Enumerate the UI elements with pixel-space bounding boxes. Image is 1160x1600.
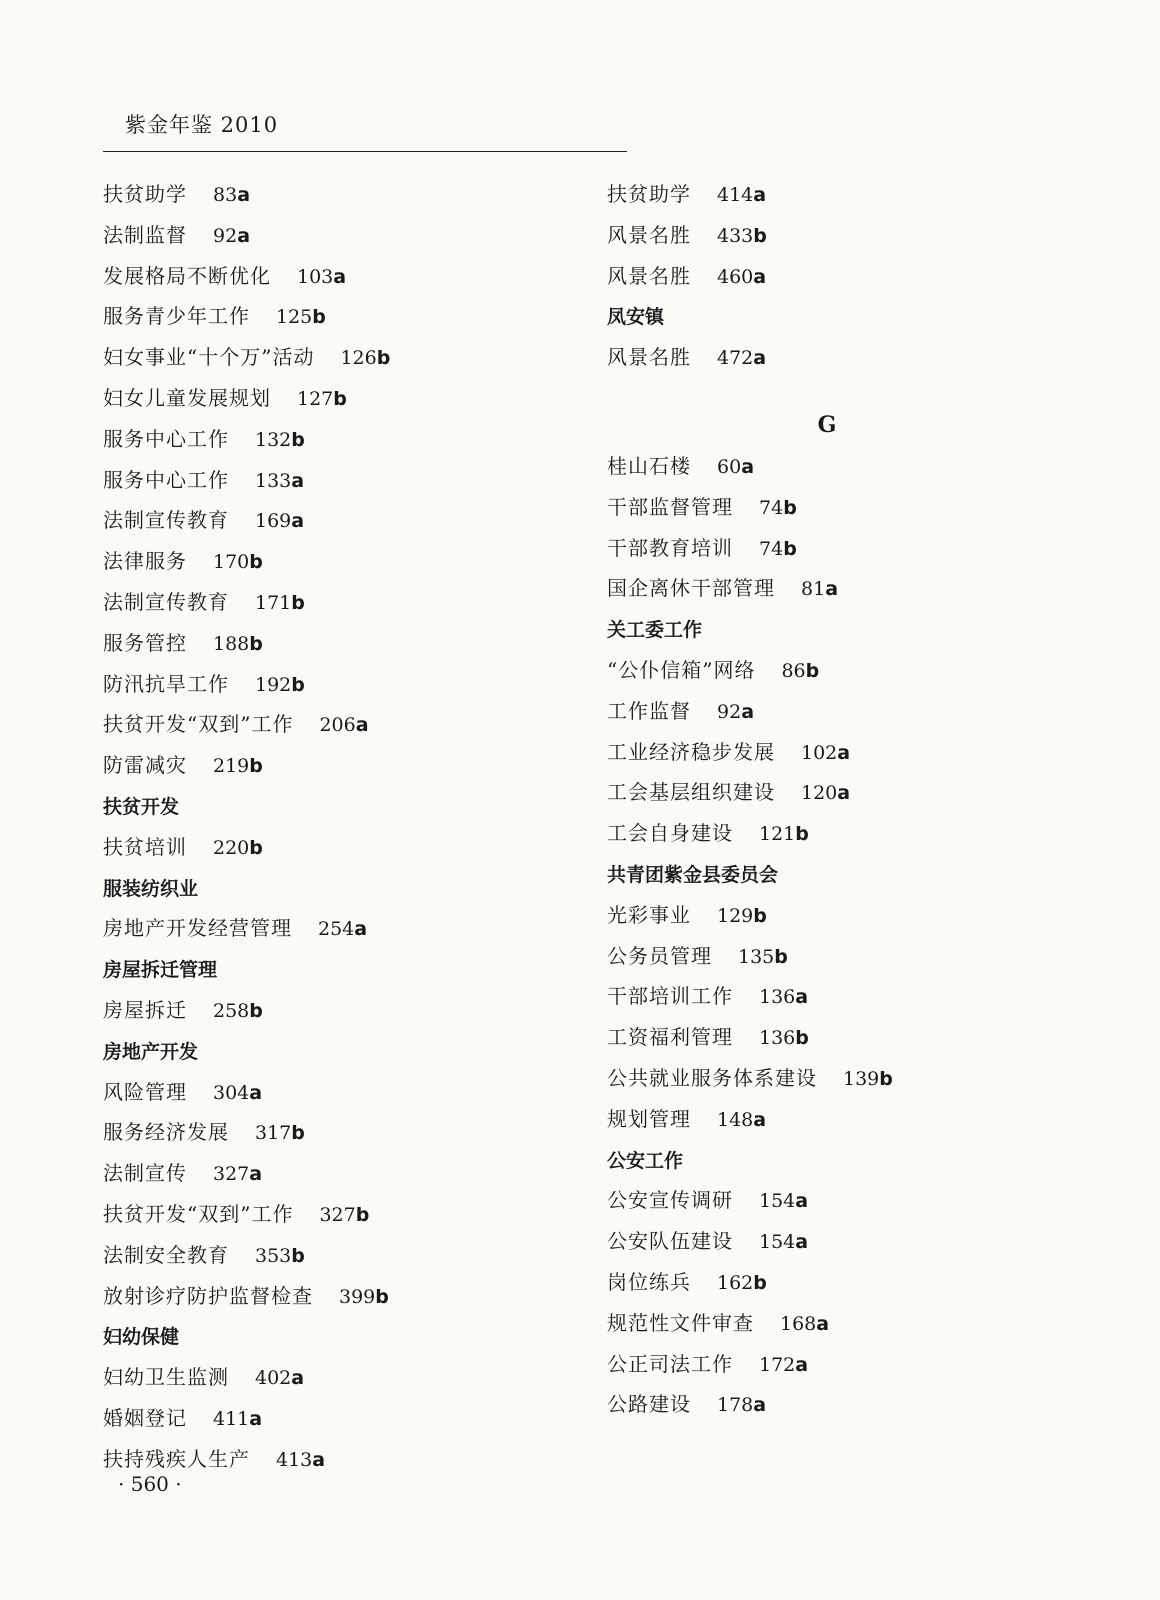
page-ref-number: 219 xyxy=(213,755,250,778)
entry-label: 防汛抗旱工作 xyxy=(103,671,229,696)
index-entry xyxy=(607,650,1077,691)
index-entry xyxy=(607,337,1077,378)
page-ref-column: b xyxy=(291,673,305,696)
index-entry xyxy=(607,446,1077,487)
page-ref-number: 81 xyxy=(801,578,826,601)
page-ref-number: 135 xyxy=(738,945,775,968)
page-ref-number: 433 xyxy=(717,224,754,247)
entry-label: 规划管理 xyxy=(607,1106,691,1131)
index-entry xyxy=(607,1017,1077,1058)
page-ref-column: b xyxy=(355,1203,370,1226)
page-ref-number: 460 xyxy=(717,265,754,288)
page-ref-number: 399 xyxy=(339,1285,376,1308)
index-entry xyxy=(607,1303,1077,1344)
index-heading xyxy=(607,1140,1077,1181)
index-entry xyxy=(103,623,573,664)
entry-label: 房地产开发经营管理 xyxy=(103,916,292,941)
page-reference xyxy=(717,1107,766,1131)
heading-label: 扶贫开发 xyxy=(103,795,180,818)
index-entry xyxy=(103,908,573,949)
page-ref-number: 127 xyxy=(297,387,334,410)
index-heading xyxy=(103,949,573,990)
page-ref-number: 129 xyxy=(717,904,754,927)
page-reference xyxy=(339,1284,389,1308)
heading-label: 房屋拆迁管理 xyxy=(103,959,218,982)
index-entry xyxy=(607,1180,1077,1221)
index-entry xyxy=(103,664,573,705)
index-entry xyxy=(607,568,1077,609)
index-heading xyxy=(607,854,1077,895)
entry-label: 妇女事业“十个万”活动 xyxy=(103,345,315,370)
index-entry xyxy=(607,487,1077,528)
entry-label: 岗位练兵 xyxy=(607,1269,691,1294)
index-entry xyxy=(103,460,573,501)
page-ref-number: 258 xyxy=(213,999,250,1022)
entry-label: 扶贫培训 xyxy=(103,834,187,859)
index-entry xyxy=(607,215,1077,256)
page-reference xyxy=(717,1392,766,1416)
entry-label: 房屋拆迁 xyxy=(103,997,187,1022)
index-heading xyxy=(103,1031,573,1072)
index-entry xyxy=(103,704,573,745)
page-reference xyxy=(213,549,263,573)
entry-label: 扶贫助学 xyxy=(103,182,187,206)
page-reference xyxy=(717,345,766,369)
index-entry xyxy=(607,1099,1077,1140)
index-entry xyxy=(103,378,573,419)
page-reference xyxy=(297,264,346,288)
page-reference xyxy=(276,1447,325,1471)
entry-label: 公安队伍建设 xyxy=(607,1229,733,1254)
page-ref-number: 136 xyxy=(759,986,796,1009)
page-ref-number: 188 xyxy=(213,632,250,655)
page-ref-column: a xyxy=(753,265,767,288)
page-ref-column: b xyxy=(783,496,797,519)
entry-label: 规范性文件审查 xyxy=(607,1310,754,1335)
index-entry xyxy=(103,1072,573,1113)
index-entry xyxy=(607,256,1077,297)
page-ref-column: a xyxy=(795,1353,809,1376)
entry-label: 干部监督管理 xyxy=(607,494,733,519)
page-ref-number: 74 xyxy=(759,537,784,560)
entry-label: 法制宣传 xyxy=(103,1161,187,1186)
entry-label: 服务青少年工作 xyxy=(103,304,250,329)
index-entry xyxy=(103,582,573,623)
page-reference xyxy=(843,1066,893,1090)
page-reference xyxy=(759,821,809,845)
page-ref-column: b xyxy=(249,999,263,1022)
section-spacer xyxy=(607,378,1077,404)
page-reference xyxy=(255,1243,305,1267)
index-entry xyxy=(103,337,573,378)
page-ref-number: 171 xyxy=(255,591,292,614)
page-reference xyxy=(255,1365,304,1389)
page-ref-number: 170 xyxy=(213,551,250,574)
page-reference xyxy=(717,264,766,288)
entry-label: 风景名胜 xyxy=(607,222,691,247)
page-reference xyxy=(717,699,754,723)
index-entry xyxy=(103,745,573,786)
page-ref-column: b xyxy=(249,632,263,655)
index-entry xyxy=(103,1153,573,1194)
page-reference xyxy=(759,1229,808,1253)
page-ref-column: b xyxy=(783,537,797,560)
page-ref-number: 304 xyxy=(213,1081,250,1104)
page-ref-number: 125 xyxy=(276,306,313,329)
page-reference xyxy=(780,1311,829,1335)
page-reference xyxy=(319,712,368,736)
page-ref-column: a xyxy=(741,455,755,478)
page-reference xyxy=(717,1270,767,1294)
index-entry xyxy=(103,174,573,215)
page-reference xyxy=(255,468,304,492)
page-ref-number: 92 xyxy=(213,224,238,247)
index-entry xyxy=(103,990,573,1031)
page-ref-number: 154 xyxy=(759,1231,796,1254)
page-ref-number: 60 xyxy=(717,455,742,478)
entry-label: 法制宣传教育 xyxy=(103,589,229,614)
page-reference xyxy=(340,345,390,369)
page-ref-column: a xyxy=(741,700,755,723)
page-ref-number: 148 xyxy=(717,1108,754,1131)
entry-label: 桂山石楼 xyxy=(607,453,691,478)
page-reference xyxy=(717,454,754,478)
page-ref-number: 353 xyxy=(255,1244,292,1267)
index-entry xyxy=(607,691,1077,732)
entry-label: 发展格局不断优化 xyxy=(103,263,271,288)
page-reference xyxy=(319,1202,369,1226)
index-entry xyxy=(607,895,1077,936)
entry-label: 法制监督 xyxy=(103,222,187,247)
page-ref-column: b xyxy=(376,347,391,370)
index-entry xyxy=(607,1344,1077,1385)
page-ref-number: 169 xyxy=(255,510,292,533)
page-ref-column: a xyxy=(795,1231,809,1254)
index-entry xyxy=(103,1398,573,1439)
page-ref-column: a xyxy=(355,714,369,737)
page-ref-number: 136 xyxy=(759,1027,796,1050)
page-reference xyxy=(213,835,263,859)
page-ref-column: b xyxy=(249,551,263,574)
page-ref-column: a xyxy=(753,1394,767,1417)
page-ref-column: b xyxy=(249,755,263,778)
heading-label: 公安工作 xyxy=(607,1149,684,1172)
index-heading xyxy=(607,609,1077,650)
page-reference xyxy=(213,223,250,247)
page-ref-column: a xyxy=(291,510,305,533)
page-ref-number: 92 xyxy=(717,700,742,723)
page-ref-column: a xyxy=(249,1163,263,1186)
index-entry xyxy=(607,174,1077,215)
heading-label: 共青团紫金县委员会 xyxy=(607,863,779,886)
page-ref-number: 162 xyxy=(717,1271,754,1294)
page-reference xyxy=(213,631,263,655)
page-reference xyxy=(255,672,305,696)
index-entry xyxy=(103,419,573,460)
entry-label: 公务员管理 xyxy=(607,943,712,968)
index-heading xyxy=(607,296,1077,337)
page-reference xyxy=(759,1352,808,1376)
page-ref-column: b xyxy=(333,387,347,410)
index-entry xyxy=(607,976,1077,1017)
page-ref-number: 472 xyxy=(717,347,754,370)
page-ref-number: 411 xyxy=(213,1407,250,1430)
page-reference xyxy=(801,740,850,764)
page-ref-number: 254 xyxy=(318,918,355,941)
entry-label: 服务中心工作 xyxy=(103,467,229,492)
index-entry xyxy=(103,1357,573,1398)
page-ref-column: a xyxy=(816,1312,830,1335)
entry-label: 法制宣传教育 xyxy=(103,508,229,533)
page-ref-number: 83 xyxy=(213,184,238,206)
page-ref-column: a xyxy=(249,1081,263,1104)
entry-label: 工会自身建设 xyxy=(607,821,733,846)
heading-label: 关工委工作 xyxy=(607,619,703,642)
page-ref-column: b xyxy=(753,224,767,247)
page-ref-number: 168 xyxy=(780,1312,817,1335)
index-entry xyxy=(103,256,573,297)
page-ref-column: b xyxy=(805,659,820,682)
page-ref-number: 178 xyxy=(717,1394,754,1417)
entry-label: 法制安全教育 xyxy=(103,1242,229,1267)
entry-label: 公共就业服务体系建设 xyxy=(607,1065,817,1090)
entry-label: 扶持残疾人生产 xyxy=(103,1446,250,1471)
entry-label: 服务管控 xyxy=(103,630,187,655)
page-ref-number: 327 xyxy=(213,1163,250,1186)
page-ref-column: b xyxy=(795,823,809,846)
index-entry xyxy=(607,528,1077,569)
page-ref-column: b xyxy=(291,1244,305,1267)
page-reference xyxy=(717,182,766,206)
index-entry xyxy=(103,1112,573,1153)
page-ref-column: a xyxy=(312,1448,326,1471)
page-reference xyxy=(759,984,808,1008)
page-reference xyxy=(801,576,838,600)
entry-label: 光彩事业 xyxy=(607,902,691,927)
page-reference xyxy=(781,658,819,682)
entry-label: 工作监督 xyxy=(607,698,691,723)
page-reference xyxy=(717,223,767,247)
index-entry xyxy=(103,1235,573,1276)
page-ref-number: 139 xyxy=(843,1067,880,1090)
page-ref-column: b xyxy=(879,1067,893,1090)
page-number: · 560 · xyxy=(118,1472,182,1496)
entry-label: 公安宣传调研 xyxy=(607,1188,733,1213)
index-entry xyxy=(607,732,1077,773)
entry-label: 风险管理 xyxy=(103,1079,187,1104)
entry-label: 工会基层组织建设 xyxy=(607,780,775,805)
page-ref-column: a xyxy=(825,578,839,601)
page-reference xyxy=(255,590,305,614)
index-entry xyxy=(607,1221,1077,1262)
index-entry xyxy=(607,1058,1077,1099)
entry-label: 扶贫开发“双到”工作 xyxy=(103,712,294,737)
page-ref-number: 121 xyxy=(759,823,796,846)
header-title: 紫金年鉴 2010 xyxy=(125,113,279,137)
page-ref-column: a xyxy=(237,184,251,206)
entry-label: 工业经济稳步发展 xyxy=(607,739,775,764)
page-reference xyxy=(717,903,767,927)
page-ref-number: 413 xyxy=(276,1448,313,1471)
page-ref-column: a xyxy=(249,1407,263,1430)
page-ref-number: 327 xyxy=(319,1203,356,1226)
page-ref-column: a xyxy=(354,918,368,941)
heading-label: 凤安镇 xyxy=(607,306,665,329)
heading-label: 房地产开发 xyxy=(103,1040,199,1063)
page-reference xyxy=(213,1080,262,1104)
page-ref-number: 74 xyxy=(759,496,784,519)
index-entry xyxy=(103,1276,573,1317)
entry-label: 放射诊疗防护监督检查 xyxy=(103,1283,313,1308)
page-ref-number: 126 xyxy=(340,347,377,370)
entry-label: 扶贫助学 xyxy=(607,182,691,206)
index-entry xyxy=(103,500,573,541)
page-ref-column: a xyxy=(333,265,347,288)
page-ref-column: b xyxy=(753,1271,767,1294)
index-entry xyxy=(103,827,573,868)
page-ref-column: a xyxy=(753,1108,767,1131)
page-ref-column: b xyxy=(795,1027,809,1050)
running-header xyxy=(103,103,627,152)
index-column-right xyxy=(607,174,1077,1425)
index-entry xyxy=(103,1194,573,1235)
page-ref-number: 102 xyxy=(801,741,838,764)
page-ref-number: 133 xyxy=(255,469,292,492)
page-ref-column: b xyxy=(249,836,263,859)
page-reference xyxy=(255,1120,305,1144)
index-heading xyxy=(103,786,573,827)
entry-label: 服务中心工作 xyxy=(103,426,229,451)
index-entry xyxy=(607,772,1077,813)
page-ref-number: 103 xyxy=(297,265,334,288)
page-ref-number: 86 xyxy=(781,659,806,682)
page-reference xyxy=(213,753,263,777)
entry-label: 妇幼卫生监测 xyxy=(103,1365,229,1390)
index-column-left xyxy=(103,174,573,1480)
page-ref-column: b xyxy=(375,1285,389,1308)
index-entry xyxy=(607,1262,1077,1303)
page-ref-number: 206 xyxy=(319,714,356,737)
page-reference xyxy=(213,1161,262,1185)
page-ref-column: b xyxy=(312,306,326,329)
page-reference xyxy=(255,508,304,532)
page-reference xyxy=(759,536,797,560)
index-entry xyxy=(103,541,573,582)
page-reference xyxy=(213,1406,262,1430)
page-ref-number: 414 xyxy=(717,184,754,206)
page-reference xyxy=(318,916,367,940)
page-ref-column: a xyxy=(237,224,251,247)
index-entry xyxy=(103,215,573,256)
page-ref-number: 317 xyxy=(255,1122,292,1145)
page-ref-number: 192 xyxy=(255,673,292,696)
entry-label: 扶贫开发“双到”工作 xyxy=(103,1201,294,1226)
page-ref-column: b xyxy=(291,591,305,614)
page-reference xyxy=(759,1188,808,1212)
page-reference xyxy=(213,182,250,206)
page-reference xyxy=(759,495,797,519)
page-ref-column: a xyxy=(291,1367,305,1390)
entry-label: 工资福利管理 xyxy=(607,1025,733,1050)
page-ref-column: b xyxy=(774,945,788,968)
page-reference xyxy=(738,944,788,968)
page-ref-column: a xyxy=(837,782,851,805)
entry-label: 国企离休干部管理 xyxy=(607,576,775,601)
page-reference xyxy=(255,427,305,451)
entry-label: 法律服务 xyxy=(103,549,187,574)
page-reference xyxy=(213,998,263,1022)
page-ref-column: a xyxy=(795,986,809,1009)
entry-label: 妇女儿童发展规划 xyxy=(103,385,271,410)
page-ref-column: a xyxy=(291,469,305,492)
page-ref-column: a xyxy=(753,184,767,206)
index-entry xyxy=(607,936,1077,977)
entry-label: 干部教育培训 xyxy=(607,535,733,560)
index-heading xyxy=(103,868,573,909)
index-entry xyxy=(607,813,1077,854)
index-entry xyxy=(103,296,573,337)
entry-label: 婚姻登记 xyxy=(103,1405,187,1430)
page-ref-number: 220 xyxy=(213,836,250,859)
heading-label: 服装纺织业 xyxy=(103,877,199,900)
page-ref-number: 154 xyxy=(759,1190,796,1213)
heading-label: 妇幼保健 xyxy=(103,1326,180,1349)
page-ref-column: b xyxy=(291,428,305,451)
entry-label: 风景名胜 xyxy=(607,345,691,370)
page-ref-column: b xyxy=(753,904,767,927)
entry-label: 防雷减灾 xyxy=(103,753,187,778)
page-ref-column: a xyxy=(795,1190,809,1213)
entry-label: 风景名胜 xyxy=(607,263,691,288)
page-ref-column: a xyxy=(753,347,767,370)
section-letter: G xyxy=(817,411,837,438)
entry-label: 服务经济发展 xyxy=(103,1120,229,1145)
entry-label: “公仆信箱”网络 xyxy=(607,657,756,682)
page-ref-column: a xyxy=(837,741,851,764)
page-ref-number: 120 xyxy=(801,782,838,805)
page-ref-number: 402 xyxy=(255,1367,292,1390)
index-entry xyxy=(607,1384,1077,1425)
page-reference xyxy=(297,386,347,410)
page-reference xyxy=(801,780,850,804)
page-reference xyxy=(276,304,326,328)
page-ref-number: 172 xyxy=(759,1353,796,1376)
entry-label: 公正司法工作 xyxy=(607,1351,733,1376)
section-letter-row xyxy=(607,404,1077,446)
index-heading xyxy=(103,1316,573,1357)
page-ref-column: b xyxy=(291,1122,305,1145)
page-reference xyxy=(759,1025,809,1049)
entry-label: 干部培训工作 xyxy=(607,984,733,1009)
entry-label: 公路建设 xyxy=(607,1392,691,1417)
page-ref-number: 132 xyxy=(255,428,292,451)
